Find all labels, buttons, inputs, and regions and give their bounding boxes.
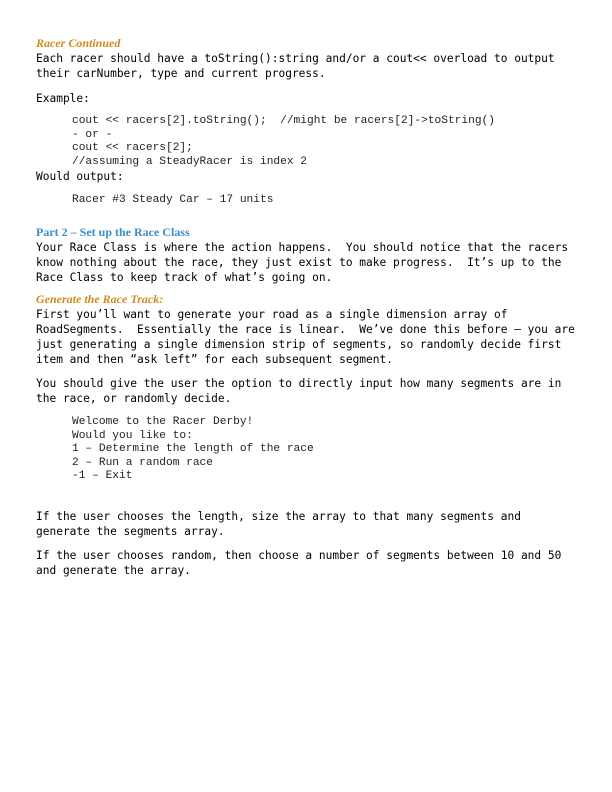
user-option-paragraph: You should give the user the option to directly input how many segments are in the race, or randomly decide. xyxy=(36,376,569,405)
menu-line: Welcome to the Racer Derby! xyxy=(72,415,254,428)
racer-continued-heading: Racer Continued xyxy=(36,36,121,50)
part2-heading: Part 2 – Set up the Race Class xyxy=(36,224,190,239)
menu-line: Would you like to: xyxy=(72,429,193,442)
tostring-paragraph: Each racer should have a toString():string and/or a cout<< overload to output their carNumber, type and current progress. xyxy=(36,52,562,80)
length-choice-paragraph: If the user chooses the length, size the array to that many segments and generate the segments array. xyxy=(36,509,528,538)
generate-track-heading: Generate the Race Track: xyxy=(36,291,164,306)
would-output-label: Would output: xyxy=(36,170,124,184)
example-label: Example: xyxy=(36,92,90,105)
race-class-paragraph: Your Race Class is where the action happens. You should notice that the racers know nothing about the race, they just exist to make progress. It’s up to the Race Class to keep track of what’s going on. xyxy=(36,240,575,284)
menu-line: 1 – Determine the length of the race xyxy=(72,443,314,456)
example-code-block xyxy=(36,115,581,169)
document-page xyxy=(36,36,581,578)
code-line: - or - xyxy=(72,128,113,141)
menu-line: -1 – Exit xyxy=(72,470,133,483)
generate-track-paragraph: First you’ll want to generate your road as a single dimension array of RoadSegments. Essentially the race is linear. We’ve done this before – you are just generating a single dimension strip of segments, so randomly decide first item and then “ask left” for each subsequent segment. xyxy=(36,307,582,366)
output-example-line: Racer #3 Steady Car – 17 units xyxy=(72,194,274,207)
menu-line: 2 – Run a random race xyxy=(72,456,213,469)
random-choice-paragraph: If the user chooses random, then choose a number of segments between 10 and 50 and generate the array. xyxy=(36,548,569,577)
code-line: //assuming a SteadyRacer is index 2 xyxy=(72,155,307,168)
code-line: cout << racers[2]; xyxy=(72,142,193,155)
menu-code-block xyxy=(36,416,581,484)
code-line: cout << racers[2].toString(); //might be racers[2]->toString() xyxy=(72,115,495,127)
